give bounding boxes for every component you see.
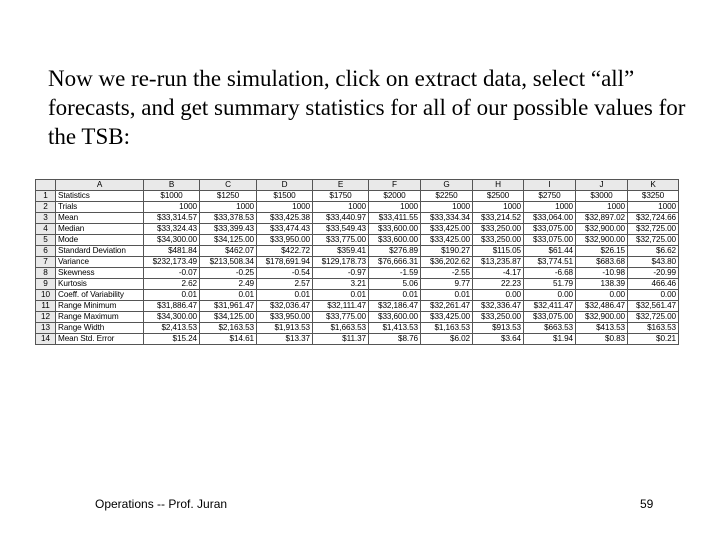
data-cell: $33,314.57 (144, 213, 200, 224)
data-cell: $32,561.47 (628, 301, 679, 312)
data-cell: $34,300.00 (144, 312, 200, 323)
column-letter: G (421, 180, 473, 191)
data-cell: 1000 (313, 202, 369, 213)
column-letter: K (628, 180, 679, 191)
data-cell: $33,600.00 (369, 312, 421, 323)
data-cell: 1000 (576, 202, 628, 213)
data-cell: $129,178.73 (313, 257, 369, 268)
data-cell: 0.00 (576, 290, 628, 301)
table-row (36, 323, 679, 334)
data-cell: $33,950.00 (257, 312, 313, 323)
data-cell: $32,036.47 (257, 301, 313, 312)
data-cell: $8.76 (369, 334, 421, 345)
data-cell: $3.64 (473, 334, 524, 345)
column-header-cell: $3000 (576, 191, 628, 202)
data-cell: $13.37 (257, 334, 313, 345)
row-label: Range Maximum (56, 312, 144, 323)
row-label: Median (56, 224, 144, 235)
data-cell: $33,775.00 (313, 235, 369, 246)
row-label: Range Width (56, 323, 144, 334)
data-cell: $663.53 (524, 323, 576, 334)
row-label: Range Minimum (56, 301, 144, 312)
table-row (36, 279, 679, 290)
column-header-cell: $2250 (421, 191, 473, 202)
data-cell: 0.00 (628, 290, 679, 301)
data-cell: -0.97 (313, 268, 369, 279)
table-row (36, 312, 679, 323)
data-cell: $33,399.43 (200, 224, 257, 235)
data-cell: 0.01 (200, 290, 257, 301)
data-cell: -0.25 (200, 268, 257, 279)
table-row (36, 257, 679, 268)
data-cell: -4.17 (473, 268, 524, 279)
column-header-cell: $1750 (313, 191, 369, 202)
row-label: Coeff. of Variability (56, 290, 144, 301)
data-cell: $33,075.00 (524, 235, 576, 246)
data-cell: 1000 (257, 202, 313, 213)
data-cell: $43.80 (628, 257, 679, 268)
data-cell: 2.57 (257, 279, 313, 290)
table-row (36, 202, 679, 213)
data-cell: 0.01 (369, 290, 421, 301)
data-cell: $33,600.00 (369, 224, 421, 235)
row-label: Skewness (56, 268, 144, 279)
data-cell: $36,202.62 (421, 257, 473, 268)
data-cell: 0.00 (473, 290, 524, 301)
row-number: 4 (36, 224, 56, 235)
data-cell: 1000 (200, 202, 257, 213)
data-cell: $276.89 (369, 246, 421, 257)
column-letter: H (473, 180, 524, 191)
data-cell: $32,486.47 (576, 301, 628, 312)
row-number: 14 (36, 334, 56, 345)
data-cell: 0.01 (421, 290, 473, 301)
column-header-cell: $1500 (257, 191, 313, 202)
table-row (36, 268, 679, 279)
table-row (36, 235, 679, 246)
data-cell: $34,125.00 (200, 312, 257, 323)
data-cell: 1000 (144, 202, 200, 213)
row-label: Standard Deviation (56, 246, 144, 257)
data-cell: $1,663.53 (313, 323, 369, 334)
data-cell: 0.01 (257, 290, 313, 301)
data-cell: -20.99 (628, 268, 679, 279)
table-row (36, 290, 679, 301)
data-cell: $1,413.53 (369, 323, 421, 334)
footer-text: Operations -- Prof. Juran (95, 497, 228, 511)
column-header-cell: $1000 (144, 191, 200, 202)
column-letter: D (257, 180, 313, 191)
row-label: Variance (56, 257, 144, 268)
data-cell: $32,411.47 (524, 301, 576, 312)
row-label: Mode (56, 235, 144, 246)
data-cell: $33,440.97 (313, 213, 369, 224)
data-cell: 22.23 (473, 279, 524, 290)
data-cell: -0.07 (144, 268, 200, 279)
data-cell: $33,549.43 (313, 224, 369, 235)
data-cell: $33,425.00 (421, 235, 473, 246)
data-cell: $33,474.43 (257, 224, 313, 235)
data-cell: 1000 (421, 202, 473, 213)
data-cell: $33,250.00 (473, 312, 524, 323)
page-number: 59 (640, 497, 654, 511)
row-number: 6 (36, 246, 56, 257)
data-cell: $31,886.47 (144, 301, 200, 312)
table-row (36, 301, 679, 312)
data-cell: $33,250.00 (473, 235, 524, 246)
column-letter: C (200, 180, 257, 191)
data-cell: $683.68 (576, 257, 628, 268)
data-cell: 1000 (369, 202, 421, 213)
data-cell: $32,725.00 (628, 224, 679, 235)
data-cell: $32,336.47 (473, 301, 524, 312)
data-cell: $913.53 (473, 323, 524, 334)
column-header-cell: $2000 (369, 191, 421, 202)
data-cell: $32,900.00 (576, 224, 628, 235)
data-cell: $32,900.00 (576, 235, 628, 246)
data-cell: $32,725.00 (628, 312, 679, 323)
data-cell: $33,425.00 (421, 224, 473, 235)
data-cell: 138.39 (576, 279, 628, 290)
data-cell: $32,900.00 (576, 312, 628, 323)
data-cell: $359.41 (313, 246, 369, 257)
row-number: 1 (36, 191, 56, 202)
data-cell: $76,666.31 (369, 257, 421, 268)
data-cell: 1000 (628, 202, 679, 213)
data-cell: $15.24 (144, 334, 200, 345)
column-header-cell: $3250 (628, 191, 679, 202)
data-cell: $0.21 (628, 334, 679, 345)
data-cell: $33,334.34 (421, 213, 473, 224)
data-cell: 1000 (473, 202, 524, 213)
data-cell: $32,186.47 (369, 301, 421, 312)
data-cell: $232,173.49 (144, 257, 200, 268)
data-cell: $13,235.87 (473, 257, 524, 268)
data-cell: $2,163.53 (200, 323, 257, 334)
row-number: 10 (36, 290, 56, 301)
data-cell: -0.54 (257, 268, 313, 279)
data-cell: $1.94 (524, 334, 576, 345)
data-cell: $32,724.66 (628, 213, 679, 224)
data-cell: $1,913.53 (257, 323, 313, 334)
data-cell: $33,075.00 (524, 312, 576, 323)
column-header-cell: $2750 (524, 191, 576, 202)
data-cell: 0.01 (313, 290, 369, 301)
data-cell: 1000 (524, 202, 576, 213)
data-cell: $33,411.55 (369, 213, 421, 224)
data-cell: $33,324.43 (144, 224, 200, 235)
row-number: 12 (36, 312, 56, 323)
row-number: 2 (36, 202, 56, 213)
data-cell: 0.01 (144, 290, 200, 301)
data-cell: $190.27 (421, 246, 473, 257)
row-number: 7 (36, 257, 56, 268)
data-cell: $2,413.53 (144, 323, 200, 334)
data-cell: 5.06 (369, 279, 421, 290)
row-label: Trials (56, 202, 144, 213)
data-cell: 3.21 (313, 279, 369, 290)
data-cell: $32,897.02 (576, 213, 628, 224)
column-letter: F (369, 180, 421, 191)
data-cell: $31,961.47 (200, 301, 257, 312)
row-number: 9 (36, 279, 56, 290)
row-label: Mean (56, 213, 144, 224)
data-cell: $178,691.94 (257, 257, 313, 268)
data-cell: $11.37 (313, 334, 369, 345)
data-cell: $481.84 (144, 246, 200, 257)
data-cell: -6.68 (524, 268, 576, 279)
data-cell: $33,250.00 (473, 224, 524, 235)
data-cell: $413.53 (576, 323, 628, 334)
column-letter: J (576, 180, 628, 191)
table-row (36, 246, 679, 257)
data-cell: $32,111.47 (313, 301, 369, 312)
row-number: 13 (36, 323, 56, 334)
data-cell: $1,163.53 (421, 323, 473, 334)
data-cell: $34,125.00 (200, 235, 257, 246)
data-cell: 9.77 (421, 279, 473, 290)
data-cell: 466.46 (628, 279, 679, 290)
data-cell: $462.07 (200, 246, 257, 257)
data-cell: 2.49 (200, 279, 257, 290)
data-cell: $33,600.00 (369, 235, 421, 246)
row-number: 11 (36, 301, 56, 312)
data-cell: $14.61 (200, 334, 257, 345)
data-cell: $34,300.00 (144, 235, 200, 246)
row-label: Statistics (56, 191, 144, 202)
data-cell: 51.79 (524, 279, 576, 290)
row-number: 3 (36, 213, 56, 224)
table-row (36, 191, 679, 202)
column-header-cell: $2500 (473, 191, 524, 202)
data-cell: -1.59 (369, 268, 421, 279)
data-cell: -2.55 (421, 268, 473, 279)
row-number: 5 (36, 235, 56, 246)
column-letter-row (36, 180, 679, 191)
data-cell: $422.72 (257, 246, 313, 257)
table-row (36, 334, 679, 345)
data-cell: $163.53 (628, 323, 679, 334)
data-cell: $32,725.00 (628, 235, 679, 246)
data-cell: $213,508.34 (200, 257, 257, 268)
table-row (36, 224, 679, 235)
data-cell: $33,064.00 (524, 213, 576, 224)
corner-cell (36, 180, 56, 191)
data-cell: $33,214.52 (473, 213, 524, 224)
data-cell: -10.98 (576, 268, 628, 279)
data-cell: $6.62 (628, 246, 679, 257)
slide-heading: Now we re-run the simulation, click on extract data, select “all” forecasts, and get summary statistics for all of our possible values for the TSB: (48, 66, 686, 149)
column-header-cell: $1250 (200, 191, 257, 202)
column-letter: B (144, 180, 200, 191)
column-letter: I (524, 180, 576, 191)
summary-statistics-table (35, 179, 679, 345)
data-cell: $61.44 (524, 246, 576, 257)
data-cell: $33,775.00 (313, 312, 369, 323)
row-number: 8 (36, 268, 56, 279)
data-cell: $33,425.38 (257, 213, 313, 224)
data-cell: 2.62 (144, 279, 200, 290)
column-letter: A (56, 180, 144, 191)
row-label: Kurtosis (56, 279, 144, 290)
table-row (36, 213, 679, 224)
data-cell: $115.05 (473, 246, 524, 257)
data-cell: $33,425.00 (421, 312, 473, 323)
data-cell: $33,075.00 (524, 224, 576, 235)
data-cell: 0.00 (524, 290, 576, 301)
column-letter: E (313, 180, 369, 191)
data-cell: $6.02 (421, 334, 473, 345)
data-cell: $0.83 (576, 334, 628, 345)
data-cell: $3,774.51 (524, 257, 576, 268)
data-cell: $33,378.53 (200, 213, 257, 224)
data-cell: $26.15 (576, 246, 628, 257)
row-label: Mean Std. Error (56, 334, 144, 345)
data-cell: $33,950.00 (257, 235, 313, 246)
data-cell: $32,261.47 (421, 301, 473, 312)
